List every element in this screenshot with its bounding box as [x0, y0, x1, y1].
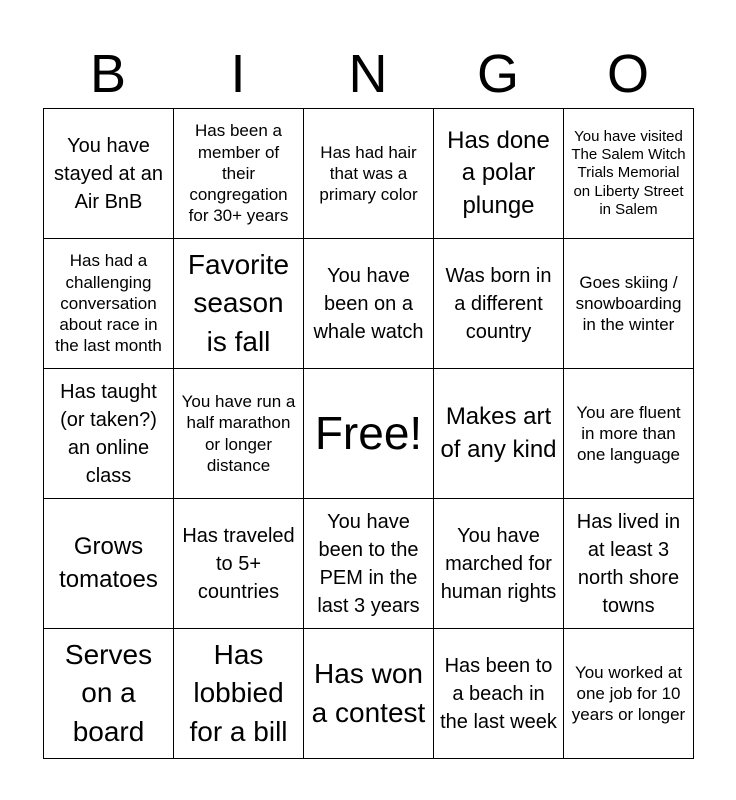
cell-text: Grows tomatoes — [59, 533, 158, 593]
cell-text: Has had hair that was a primary color — [319, 142, 418, 205]
cell-text: Has had a challenging conversation about race in the last month — [55, 251, 162, 356]
header-letter-n: N — [348, 44, 388, 104]
bingo-cell[interactable] — [434, 629, 564, 759]
bingo-header — [43, 40, 693, 108]
bingo-cell[interactable] — [564, 369, 694, 499]
bingo-board — [43, 108, 694, 759]
bingo-cell[interactable] — [174, 369, 304, 499]
bingo-cell[interactable] — [304, 499, 434, 629]
header-letter-b: B — [89, 44, 127, 104]
cell-text: Has done a polar plunge — [447, 126, 550, 219]
cell-text: Has been to a beach in the last week — [440, 654, 557, 733]
cell-text: Favorite season is fall — [187, 248, 290, 357]
cell-text: You worked at one job for 10 years or longer — [571, 662, 686, 725]
cell-text: Goes skiing / snowboarding in the winter — [575, 272, 682, 335]
free-space-text: Free! — [314, 407, 423, 460]
cell-text: Has won a contest — [311, 657, 426, 728]
bingo-cell[interactable] — [174, 239, 304, 369]
bingo-cell[interactable] — [44, 239, 174, 369]
cell-text: You have been on a whale watch — [313, 264, 424, 343]
cell-text: You have visited The Salem Witch Trials Memorial on Liberty Street in Salem — [571, 127, 686, 218]
bingo-cell[interactable] — [304, 239, 434, 369]
bingo-cell[interactable] — [304, 109, 434, 239]
bingo-cell[interactable] — [434, 109, 564, 239]
bingo-cell[interactable] — [434, 499, 564, 629]
bingo-cell[interactable] — [44, 109, 174, 239]
cell-text: Has lived in at least 3 north shore towns — [576, 510, 681, 617]
bingo-cell[interactable] — [564, 629, 694, 759]
cell-text: You have been to the PEM in the last 3 years — [317, 510, 420, 617]
cell-text: Has traveled to 5+ countries — [182, 524, 295, 603]
free-space[interactable] — [304, 369, 434, 499]
bingo-cell[interactable] — [44, 499, 174, 629]
bingo-cell[interactable] — [174, 499, 304, 629]
header-letter-g: G — [476, 44, 519, 104]
bingo-cell[interactable] — [434, 239, 564, 369]
bingo-cell[interactable] — [564, 499, 694, 629]
bingo-cell[interactable] — [174, 629, 304, 759]
cell-text: Has lobbied for a bill — [189, 638, 288, 747]
cell-text: You have stayed at an Air BnB — [54, 134, 163, 213]
cell-text: Has been a member of their congregation for 30+ years — [188, 121, 289, 226]
cell-text: You have run a half marathon or longer distance — [181, 392, 296, 475]
bingo-cell[interactable] — [564, 109, 694, 239]
header-letter-i: I — [230, 44, 246, 104]
cell-text: You are fluent in more than one language — [576, 402, 681, 465]
cell-text: You have marched for human rights — [440, 524, 557, 603]
bingo-cell[interactable] — [174, 109, 304, 239]
header-letter-o: O — [606, 44, 649, 104]
cell-text: Was born in a different country — [445, 264, 552, 343]
bingo-cell[interactable] — [564, 239, 694, 369]
bingo-cell[interactable] — [44, 369, 174, 499]
cell-text: Has taught (or taken?) an online class — [60, 380, 157, 487]
bingo-cell[interactable] — [304, 629, 434, 759]
bingo-cell[interactable] — [434, 369, 564, 499]
cell-text: Makes art of any kind — [440, 403, 557, 463]
cell-text: Serves on a board — [64, 638, 153, 747]
bingo-cell[interactable] — [44, 629, 174, 759]
